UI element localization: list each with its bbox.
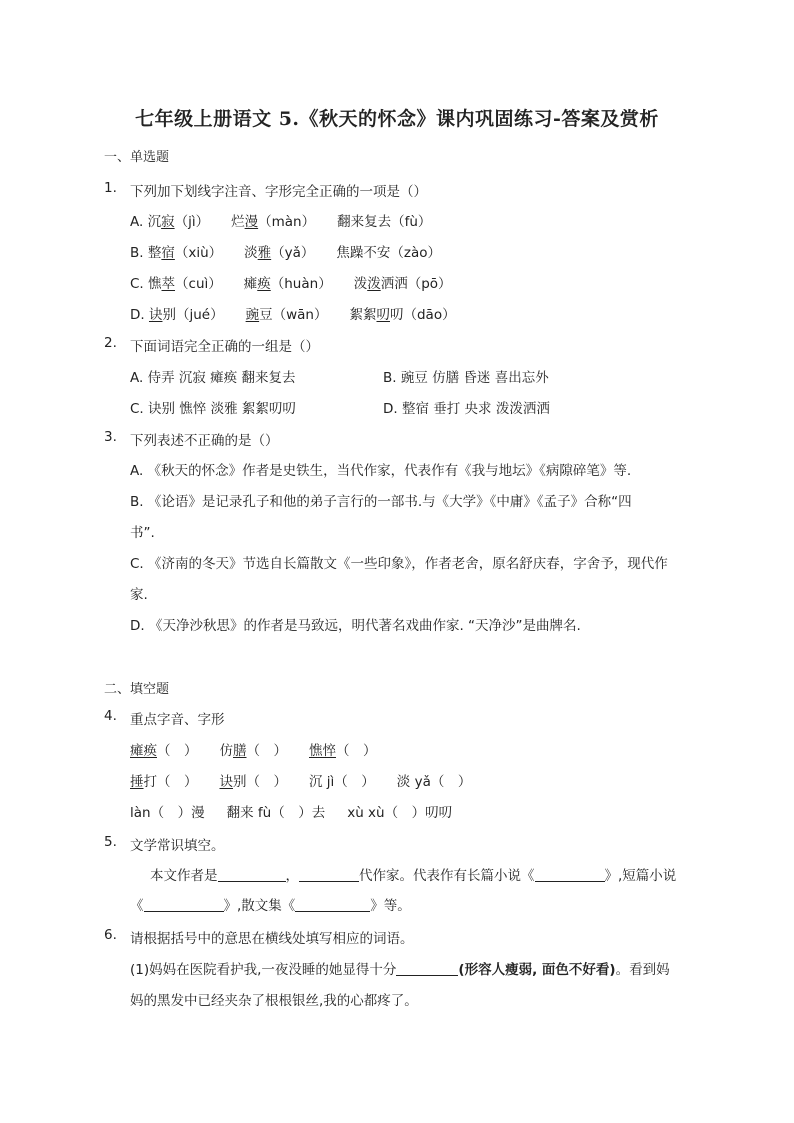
pinyin-row-2: 捶打（ ） 诀别（ ） 沉 jì（ ） 淡 yǎ（ ） — [130, 774, 472, 790]
option-a[interactable]: A. 沉寂（jì） 烂漫（màn） 翻来复去（fù） — [130, 214, 432, 230]
option-a[interactable]: A. 侍弄 沉寂 瘫痪 翻来复去 — [130, 370, 296, 386]
option-d[interactable]: D. 诀别（jué） 豌豆（wān） 絮絮叨叨（dāo） — [130, 307, 456, 323]
answer-blank[interactable] — [218, 867, 286, 882]
answer-blank[interactable] — [144, 897, 224, 912]
answer-blank[interactable]: 别（ ） — [233, 774, 287, 790]
option-a[interactable]: A. 《秋天的怀念》作者是史铁生，当代作家，代表作有《我与地坛》《病隙碎笔》等. — [130, 463, 632, 479]
pinyin-row-1: 瘫痪（ ） 仿膳（ ） 憔悴（ ） — [130, 743, 377, 759]
option-d[interactable]: D. 《天净沙秋思》的作者是马致远，明代著名戏曲作家. “天净沙”是曲牌名. — [130, 618, 581, 634]
page-title: 七年级上册语文 5.《秋天的怀念》课内巩固练习-答案及赏析 — [135, 108, 659, 130]
answer-blank[interactable]: 打（ ） — [143, 774, 198, 790]
question-number: 1. — [104, 180, 117, 196]
section-header-fill-blank: 二、填空题 — [104, 682, 170, 697]
answer-blank[interactable]: làn（ ）漫 — [130, 805, 205, 821]
question-number: 2. — [104, 335, 117, 351]
question-number: 3. — [104, 429, 117, 445]
question-number: 4. — [104, 708, 117, 724]
option-c[interactable]: C. 《济南的冬天》节选自长篇散文《一些印象》，作者老舍，原名舒庆春，字舍予，现代作 — [130, 556, 668, 572]
section-header-single-choice: 一、单选题 — [104, 150, 170, 165]
option-c-continued: 家. — [130, 587, 148, 603]
question-text: 下面词语完全正确的一组是（） — [130, 339, 319, 355]
question-text: 下列表述不正确的是（） — [130, 433, 279, 449]
pinyin-row-3 — [130, 801, 452, 821]
question-number: 5. — [104, 834, 117, 850]
answer-blank[interactable]: xù xù（ ）叨叨 — [347, 805, 453, 821]
answer-blank[interactable] — [535, 867, 605, 882]
option-b[interactable]: B. 豌豆 仿膳 昏迷 喜出忘外 — [383, 370, 549, 386]
option-c[interactable]: C. 憔萃（cuì） 瘫痪（huàn） 泼泼洒洒（pō） — [130, 276, 452, 292]
question-text: 请根据括号中的意思在横线处填写相应的词语。 — [130, 931, 414, 947]
answer-blank[interactable]: （ ） — [157, 743, 198, 759]
fill-line-1: (1)妈妈在医院看护我,一夜没睡的她显得十分 (形容人瘦弱, 面色不好看)。看到妈 — [130, 962, 670, 978]
option-d[interactable]: D. 整宿 垂打 央求 泼泼洒洒 — [383, 401, 550, 417]
fill-line-2: 《 》,散文集《 》等。 — [130, 898, 411, 914]
answer-blank[interactable] — [295, 897, 370, 912]
question-number: 6. — [104, 927, 117, 943]
option-b[interactable]: B. 整宿（xiù） 淡雅（yǎ） 焦躁不安（zào） — [130, 245, 442, 261]
option-b-continued: 书”. — [130, 525, 155, 541]
option-b[interactable]: B. 《论语》是记录孔子和他的弟子言行的一部书.与《大学》《中庸》《孟子》合称“四 — [130, 494, 632, 510]
answer-blank[interactable]: 沉 jì（ ） — [309, 774, 375, 790]
question-text: 下列加下划线字注音、字形完全正确的一项是（） — [130, 184, 427, 200]
fill-line-2: 妈的黑发中已经夹杂了根根银丝,我的心都疼了。 — [130, 993, 418, 1009]
question-text: 文学常识填空。 — [130, 838, 225, 854]
answer-blank[interactable]: （ ） — [336, 743, 377, 759]
answer-blank[interactable] — [299, 867, 359, 882]
answer-blank[interactable]: 淡 yǎ（ ） — [396, 774, 472, 790]
option-c[interactable]: C. 诀别 憔悴 淡雅 絮絮叨叨 — [130, 401, 296, 417]
question-text: 重点字音、字形 — [130, 712, 225, 728]
answer-blank[interactable]: 翻来 fù（ ）去 — [226, 805, 326, 821]
fill-line-1: 本文作者是 ， 代作家。代表作有长篇小说《 》,短篇小说 — [150, 868, 677, 884]
answer-blank[interactable]: （ ） — [246, 743, 287, 759]
answer-blank[interactable] — [396, 961, 458, 976]
